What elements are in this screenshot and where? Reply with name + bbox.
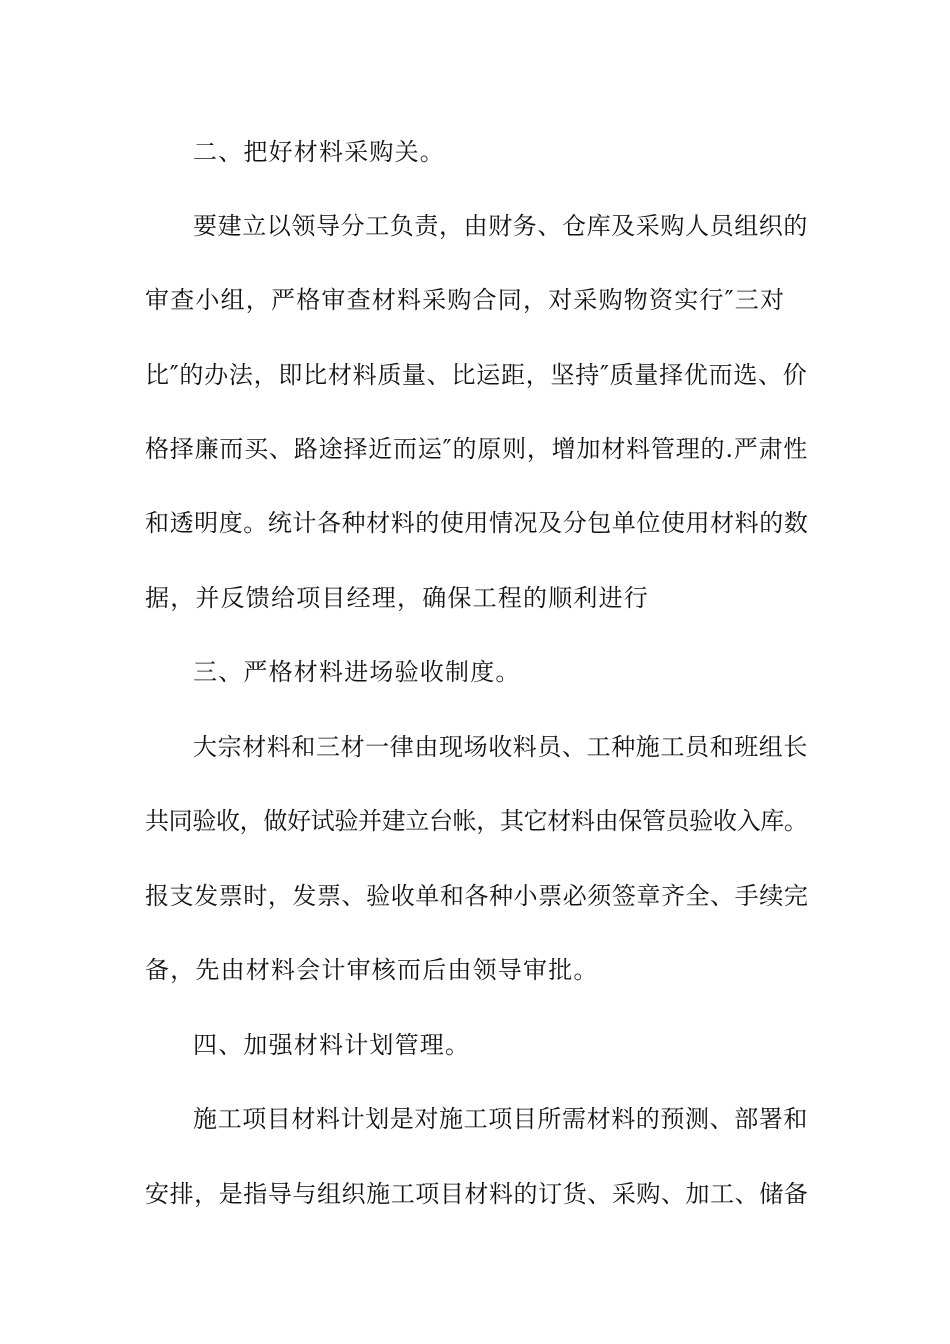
section-heading-3: 三、严格材料进场验收制度。 [193,658,521,686]
paragraph-line: 格择廉而买、路途择近而运″的原则，增加材料管理的.严肃性 [145,435,809,463]
paragraph-line: 报支发票时，发票、验收单和各种小票必须签章齐全、手续完 [145,882,809,910]
paragraph-line: 备，先由材料会计审核而后由领导审批。 [145,956,599,984]
paragraph-line: 共同验收，做好试验并建立台帐，其它材料由保管员验收入库。 [145,807,808,835]
paragraph-line: 安排，是指导与组织施工项目材料的订货、采购、加工、储备 [145,1180,809,1208]
section-heading-4: 四、加强材料计划管理。 [193,1031,471,1059]
paragraph-line: 审查小组，严格审查材料采购合同，对采购物资实行″三对 [145,286,786,314]
section-heading-2: 二、把好材料采购关。 [193,138,445,166]
paragraph-line: 施工项目材料计划是对施工项目所需材料的预测、部署和 [193,1105,808,1133]
paragraph-line: 和透明度。统计各种材料的使用情况及分包单位使用材料的数 [145,509,809,537]
paragraph-line: 据，并反馈给项目经理，确保工程的顺利进行 [145,584,649,612]
paragraph-line: 大宗材料和三材一律由现场收料员、工种施工员和班组长 [193,733,808,761]
paragraph-line: 比″的办法，即比材料质量、比运距，坚持″质量择优而选、价 [145,361,808,389]
paragraph-line: 要建立以领导分工负责，由财务、仓库及采购人员组织的 [193,212,808,240]
